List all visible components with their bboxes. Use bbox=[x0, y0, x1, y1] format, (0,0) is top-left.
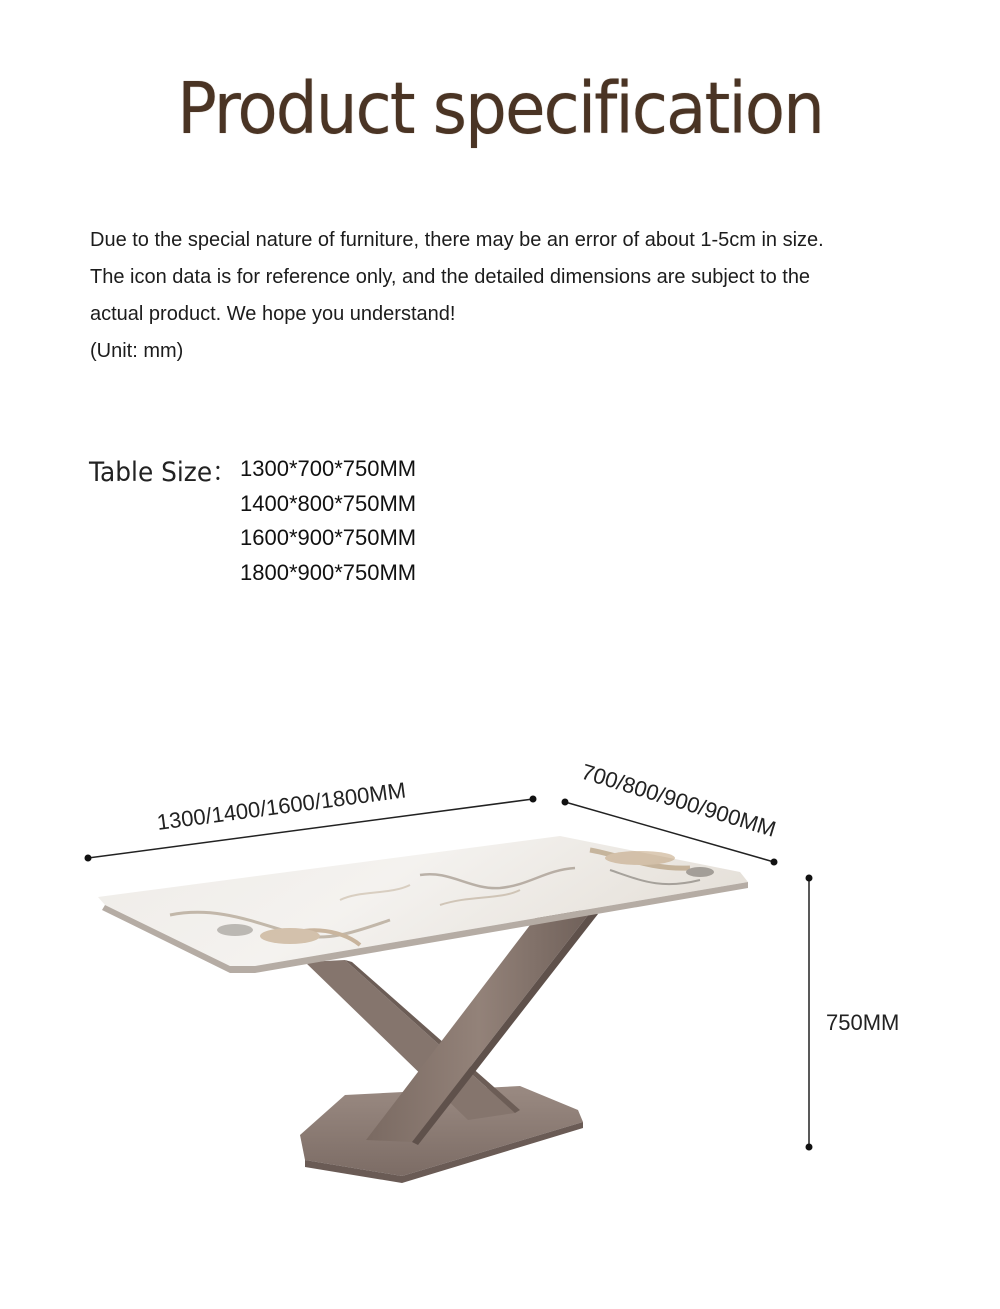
width-label: 700/800/900/900MM bbox=[578, 758, 779, 842]
table-size-option: 1400*800*750MM bbox=[240, 490, 417, 516]
dimension-endpoint bbox=[806, 875, 813, 882]
dimension-endpoint bbox=[85, 855, 92, 862]
table-size-label: Table Size： bbox=[89, 457, 237, 488]
notice-line: actual product. We hope you understand! bbox=[90, 303, 456, 325]
dimension-endpoint bbox=[562, 799, 569, 806]
notice-line: The icon data is for reference only, and the detailed dimensions are subject to the bbox=[90, 266, 811, 288]
height-dimension bbox=[806, 875, 900, 1151]
unit-note: (Unit: mm) bbox=[90, 340, 184, 362]
dimension-endpoint bbox=[806, 1144, 813, 1151]
tabletop bbox=[98, 836, 748, 973]
table-size-option: 1300*700*750MM bbox=[240, 456, 417, 481]
notice-line: Due to the special nature of furniture, there may be an error of about 1-5cm in size. bbox=[90, 229, 824, 251]
height-label: 750MM bbox=[826, 1010, 900, 1035]
table-size-option: 1800*900*750MM bbox=[240, 559, 417, 585]
page-title: Product specification bbox=[177, 66, 823, 151]
dimension-endpoint bbox=[530, 796, 537, 803]
table-size-option: 1600*900*750MM bbox=[240, 525, 417, 550]
dimension-endpoint bbox=[771, 859, 778, 866]
length-label: 1300/1400/1600/1800MM bbox=[155, 777, 408, 835]
